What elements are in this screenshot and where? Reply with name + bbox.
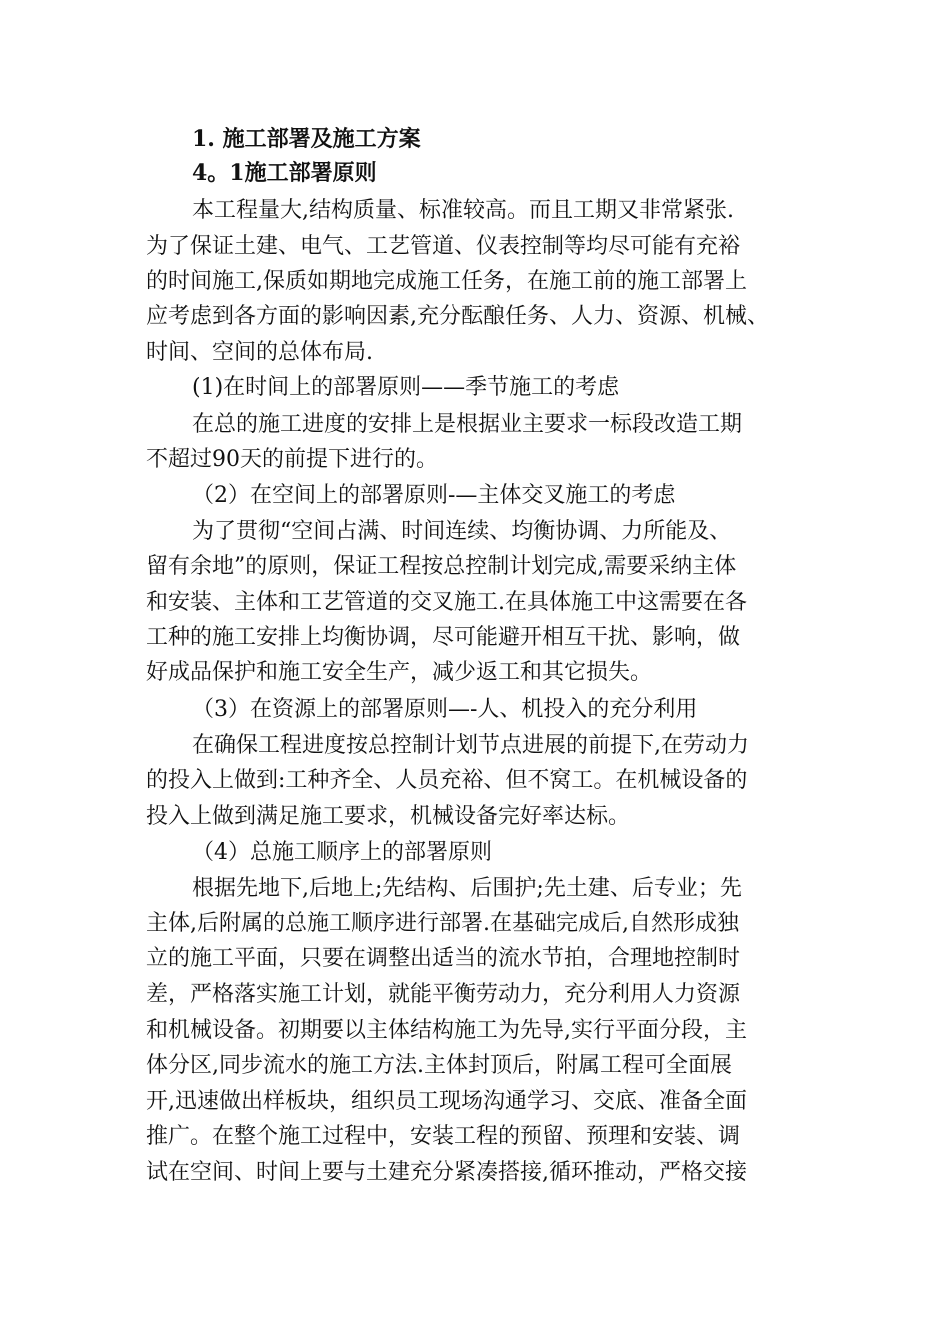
- text-line: 应考虑到各方面的影响因素,充分酝酿任务、人力、资源、机械、: [146, 304, 769, 329]
- text-line: 在确保工程进度按总控制计划节点进展的前提下,在劳动力: [192, 733, 749, 758]
- text-line: 时间、空间的总体布局.: [146, 340, 373, 365]
- text-line: 本工程量大,结构质量、标准较高。而且工期又非常紧张.: [192, 198, 734, 223]
- text-line: 的投入上做到:工种齐全、人员充裕、但不窝工。在机械设备的: [146, 768, 748, 793]
- text-line: 为了保证土建、电气、工艺管道、仪表控制等均尽可能有充裕: [146, 234, 741, 259]
- text-line: 根据先地下,后地上;先结构、后围护;先土建、后专业；先: [192, 876, 742, 901]
- text-line: (1)在时间上的部署原则——季节施工的考虑: [192, 375, 620, 400]
- text-line: 体分区,同步流水的施工方法.主体封顶后，附属工程可全面展: [146, 1053, 732, 1078]
- subsection-heading: 4。1施工部署原则: [192, 160, 377, 186]
- text-line: 推广。在整个施工过程中，安装工程的预留、预理和安装、调: [146, 1124, 741, 1149]
- text-line: 在总的施工进度的安排上是根据业主要求一标段改造工期: [192, 412, 743, 437]
- text-line: （2）在空间上的部署原则-—主体交叉施工的考虑: [192, 483, 676, 508]
- text-line: 和机械设备。初期要以主体结构施工为先导,实行平面分段，主: [146, 1018, 747, 1043]
- text-line: （4）总施工顺序上的部署原则: [192, 840, 492, 865]
- text-line: 投入上做到满足施工要求，机械设备完好率达标。: [146, 804, 631, 829]
- text-line: 不超过90天的前提下进行的。: [146, 447, 438, 472]
- text-line: 好成品保护和施工安全生产，减少返工和其它损失。: [146, 660, 653, 685]
- text-line: 留有余地”的原则，保证工程按总控制计划完成,需要采纳主体: [146, 554, 737, 579]
- text-line: 的时间施工,保质如期地完成施工任务，在施工前的施工部署上: [146, 269, 747, 294]
- text-line: 立的施工平面，只要在调整出适当的流水节拍，合理地控制时: [146, 946, 741, 971]
- text-line: 为了贯彻“空间占满、时间连续、均衡协调、力所能及、: [192, 519, 732, 544]
- section-heading: 1. 施工部署及施工方案: [192, 126, 421, 152]
- text-line: 差，严格落实施工计划，就能平衡劳动力，充分利用人力资源: [146, 982, 741, 1007]
- text-line: 开,迅速做出样板块，组织员工现场沟通学习、交底、准备全面: [146, 1089, 747, 1114]
- text-line: 工种的施工安排上均衡协调，尽可能避开相互干扰、影响，做: [146, 625, 741, 650]
- text-line: 主体,后附属的总施工顺序进行部署.在基础完成后,自然形成独: [146, 911, 739, 936]
- text-line: 试在空间、时间上要与土建充分紧凑搭接,循环推动，严格交接: [146, 1160, 747, 1185]
- text-line: （3）在资源上的部署原则—-人、机投入的充分利用: [192, 697, 698, 722]
- text-line: 和安装、主体和工艺管道的交叉施工.在具体施工中这需要在各: [146, 590, 747, 615]
